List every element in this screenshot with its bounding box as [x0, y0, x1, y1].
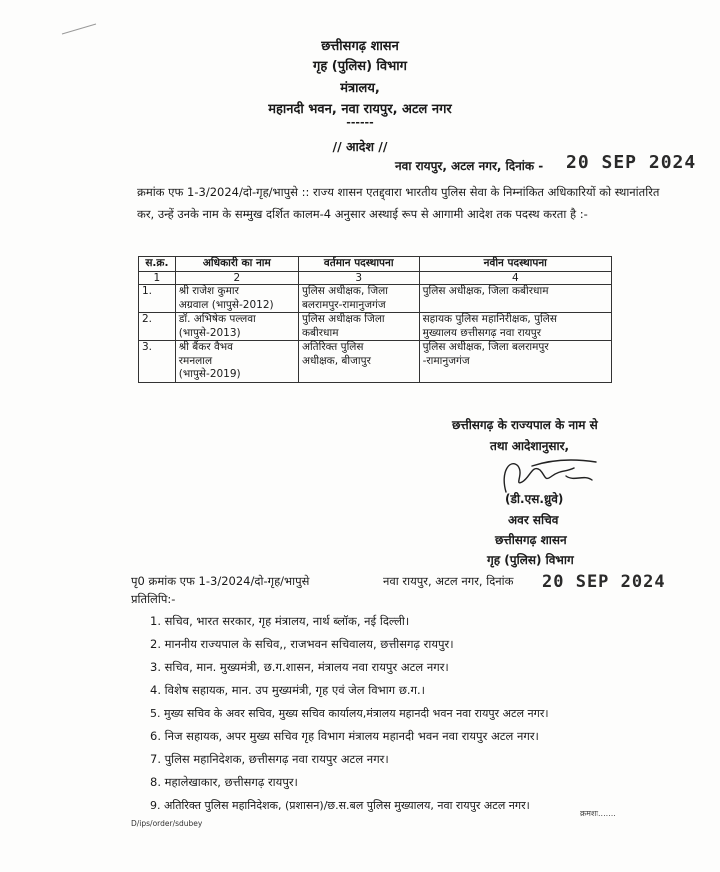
col-number: 3: [298, 272, 419, 285]
table-row: [139, 313, 612, 341]
endorsement-date-stamp: 20 SEP 2024: [542, 572, 666, 592]
copy-item: 9. अतिरिक्त पुलिस महानिदेशक, (प्रशासन)/छ.स.बल पुलिस मुख्यालय, नवा रायपुर अटल नगर।: [150, 799, 530, 812]
row-new-posting: पुलिस अधीक्षक, जिला बलरामपुर -रामानुजगंज: [419, 341, 611, 383]
copy-item: 7. पुलिस महानिदेशक, छत्तीसगढ़ नवा रायपुर अटल नगर।: [150, 752, 389, 766]
row-officer-name: डॉ. अभिषेक पल्लवा (भापुसे-2013): [175, 313, 298, 341]
endorsement-place: नवा रायपुर, अटल नगर, दिनांक: [383, 574, 514, 588]
row-current-posting: पुलिस अधीक्षक जिला कबीरधाम: [298, 313, 419, 341]
col-header-sn: स.क्र.: [139, 257, 176, 272]
copy-item: 6. निज सहायक, अपर मुख्य सचिव गृह विभाग मंत्रालय महानदी भवन नवा रायपुर अटल नगर।: [150, 729, 539, 743]
continued-label: क्रमशः.......: [580, 809, 616, 818]
signatory-govt: छत्तीसगढ़ शासन: [495, 533, 567, 547]
row-officer-name: श्री बैंकर वैभव रमनलाल (भापुसे-2019): [175, 341, 298, 383]
row-current-posting: पुलिस अधीक्षक, जिला बलरामपुर-रामानुजगंज: [298, 285, 419, 313]
governor-line-2: तथा आदेशानुसार,: [490, 439, 570, 453]
col-number: 1: [139, 272, 176, 285]
order-paragraph: क्रमांक एफ 1-3/2024/दो-गृह/भापुसे :: राज्य शासन एतद्द्वारा भारतीय पुलिस सेवा के निम्नांकित अधिकारियों को स्थानांतरित कर, उन्हें उनके नाम के सम्मुख दर्शित कालम-4 अनुसार अस्थाई रूप से आगामी आदेश तक पदस्थ करता है :-: [137, 185, 660, 221]
governor-line-1: छत्तीसगढ़ के राज्यपाल के नाम से: [452, 418, 598, 432]
header-govt: छत्तीसगढ़ शासन: [321, 39, 399, 54]
row-new-posting: सहायक पुलिस महानिरीक्षक, पुलिस मुख्यालय छत्तीसगढ़ नवा रायपुर: [419, 313, 611, 341]
row-current-posting: अतिरिक्त पुलिस अधीक्षक, बीजापुर: [298, 341, 419, 383]
copy-item: 3. सचिव, मान. मुख्यमंत्री, छ.ग.शासन, मंत्रालय नवा रायपुर अटल नगर।: [150, 660, 449, 674]
file-path: D/ips/order/sdubey: [131, 819, 203, 828]
row-new-posting: पुलिस अधीक्षक, जिला कबीरधाम: [419, 285, 611, 313]
copy-item: 4. विशेष सहायक, मान. उप मुख्यमंत्री, गृह एवं जेल विभाग छ.ग.।: [150, 683, 426, 697]
table-row: [139, 341, 612, 383]
endorsement-ref: पृ0 क्रमांक एफ 1-3/2024/दो-गृह/भापुसे: [131, 574, 310, 588]
col-number: 2: [175, 272, 298, 285]
transfer-table: [138, 256, 612, 383]
signatory-name: (डी.एस.ध्रुवे): [505, 492, 564, 506]
signatory-dept: गृह (पुलिस) विभाग: [487, 553, 574, 567]
order-title: // आदेश //: [332, 139, 388, 154]
col-header-new: नवीन पदस्थापना: [419, 257, 611, 272]
header-address: महानदी भवन, नवा रायपुर, अटल नगर: [268, 102, 452, 117]
header-ministry: मंत्रालय,: [340, 81, 380, 96]
copy-to-label: प्रतिलिपि:-: [131, 592, 176, 606]
copy-item: 2. माननीय राज्यपाल के सचिव,, राजभवन सचिवालय, छत्तीसगढ़ रायपुर।: [150, 637, 454, 651]
col-header-name: अधिकारी का नाम: [175, 257, 298, 272]
row-sn: 3.: [139, 341, 176, 383]
signatory-designation: अवर सचिव: [508, 513, 559, 527]
header-underline: ------: [346, 116, 374, 129]
header-dept: गृह (पुलिस) विभाग: [313, 59, 407, 74]
col-number: 4: [419, 272, 611, 285]
table-row: [139, 285, 612, 313]
dateline-place: नवा रायपुर, अटल नगर, दिनांक -: [395, 159, 544, 173]
row-officer-name: श्री राजेश कुमार अग्रवाल (भापुसे-2012): [175, 285, 298, 313]
row-sn: 2.: [139, 313, 176, 341]
row-sn: 1.: [139, 285, 176, 313]
date-stamp: 20 SEP 2024: [566, 152, 697, 173]
copy-item: 1. सचिव, भारत सरकार, गृह मंत्रालय, नार्थ ब्लॉक, नई दिल्ली।: [150, 614, 410, 628]
copy-item: 5. मुख्य सचिव के अवर सचिव, मुख्य सचिव कार्यालय,मंत्रालय महानदी भवन नवा रायपुर अटल नगर।: [150, 707, 549, 720]
col-header-current: वर्तमान पदस्थापना: [298, 257, 419, 272]
copy-item: 8. महालेखाकार, छत्तीसगढ़ रायपुर।: [150, 775, 298, 789]
